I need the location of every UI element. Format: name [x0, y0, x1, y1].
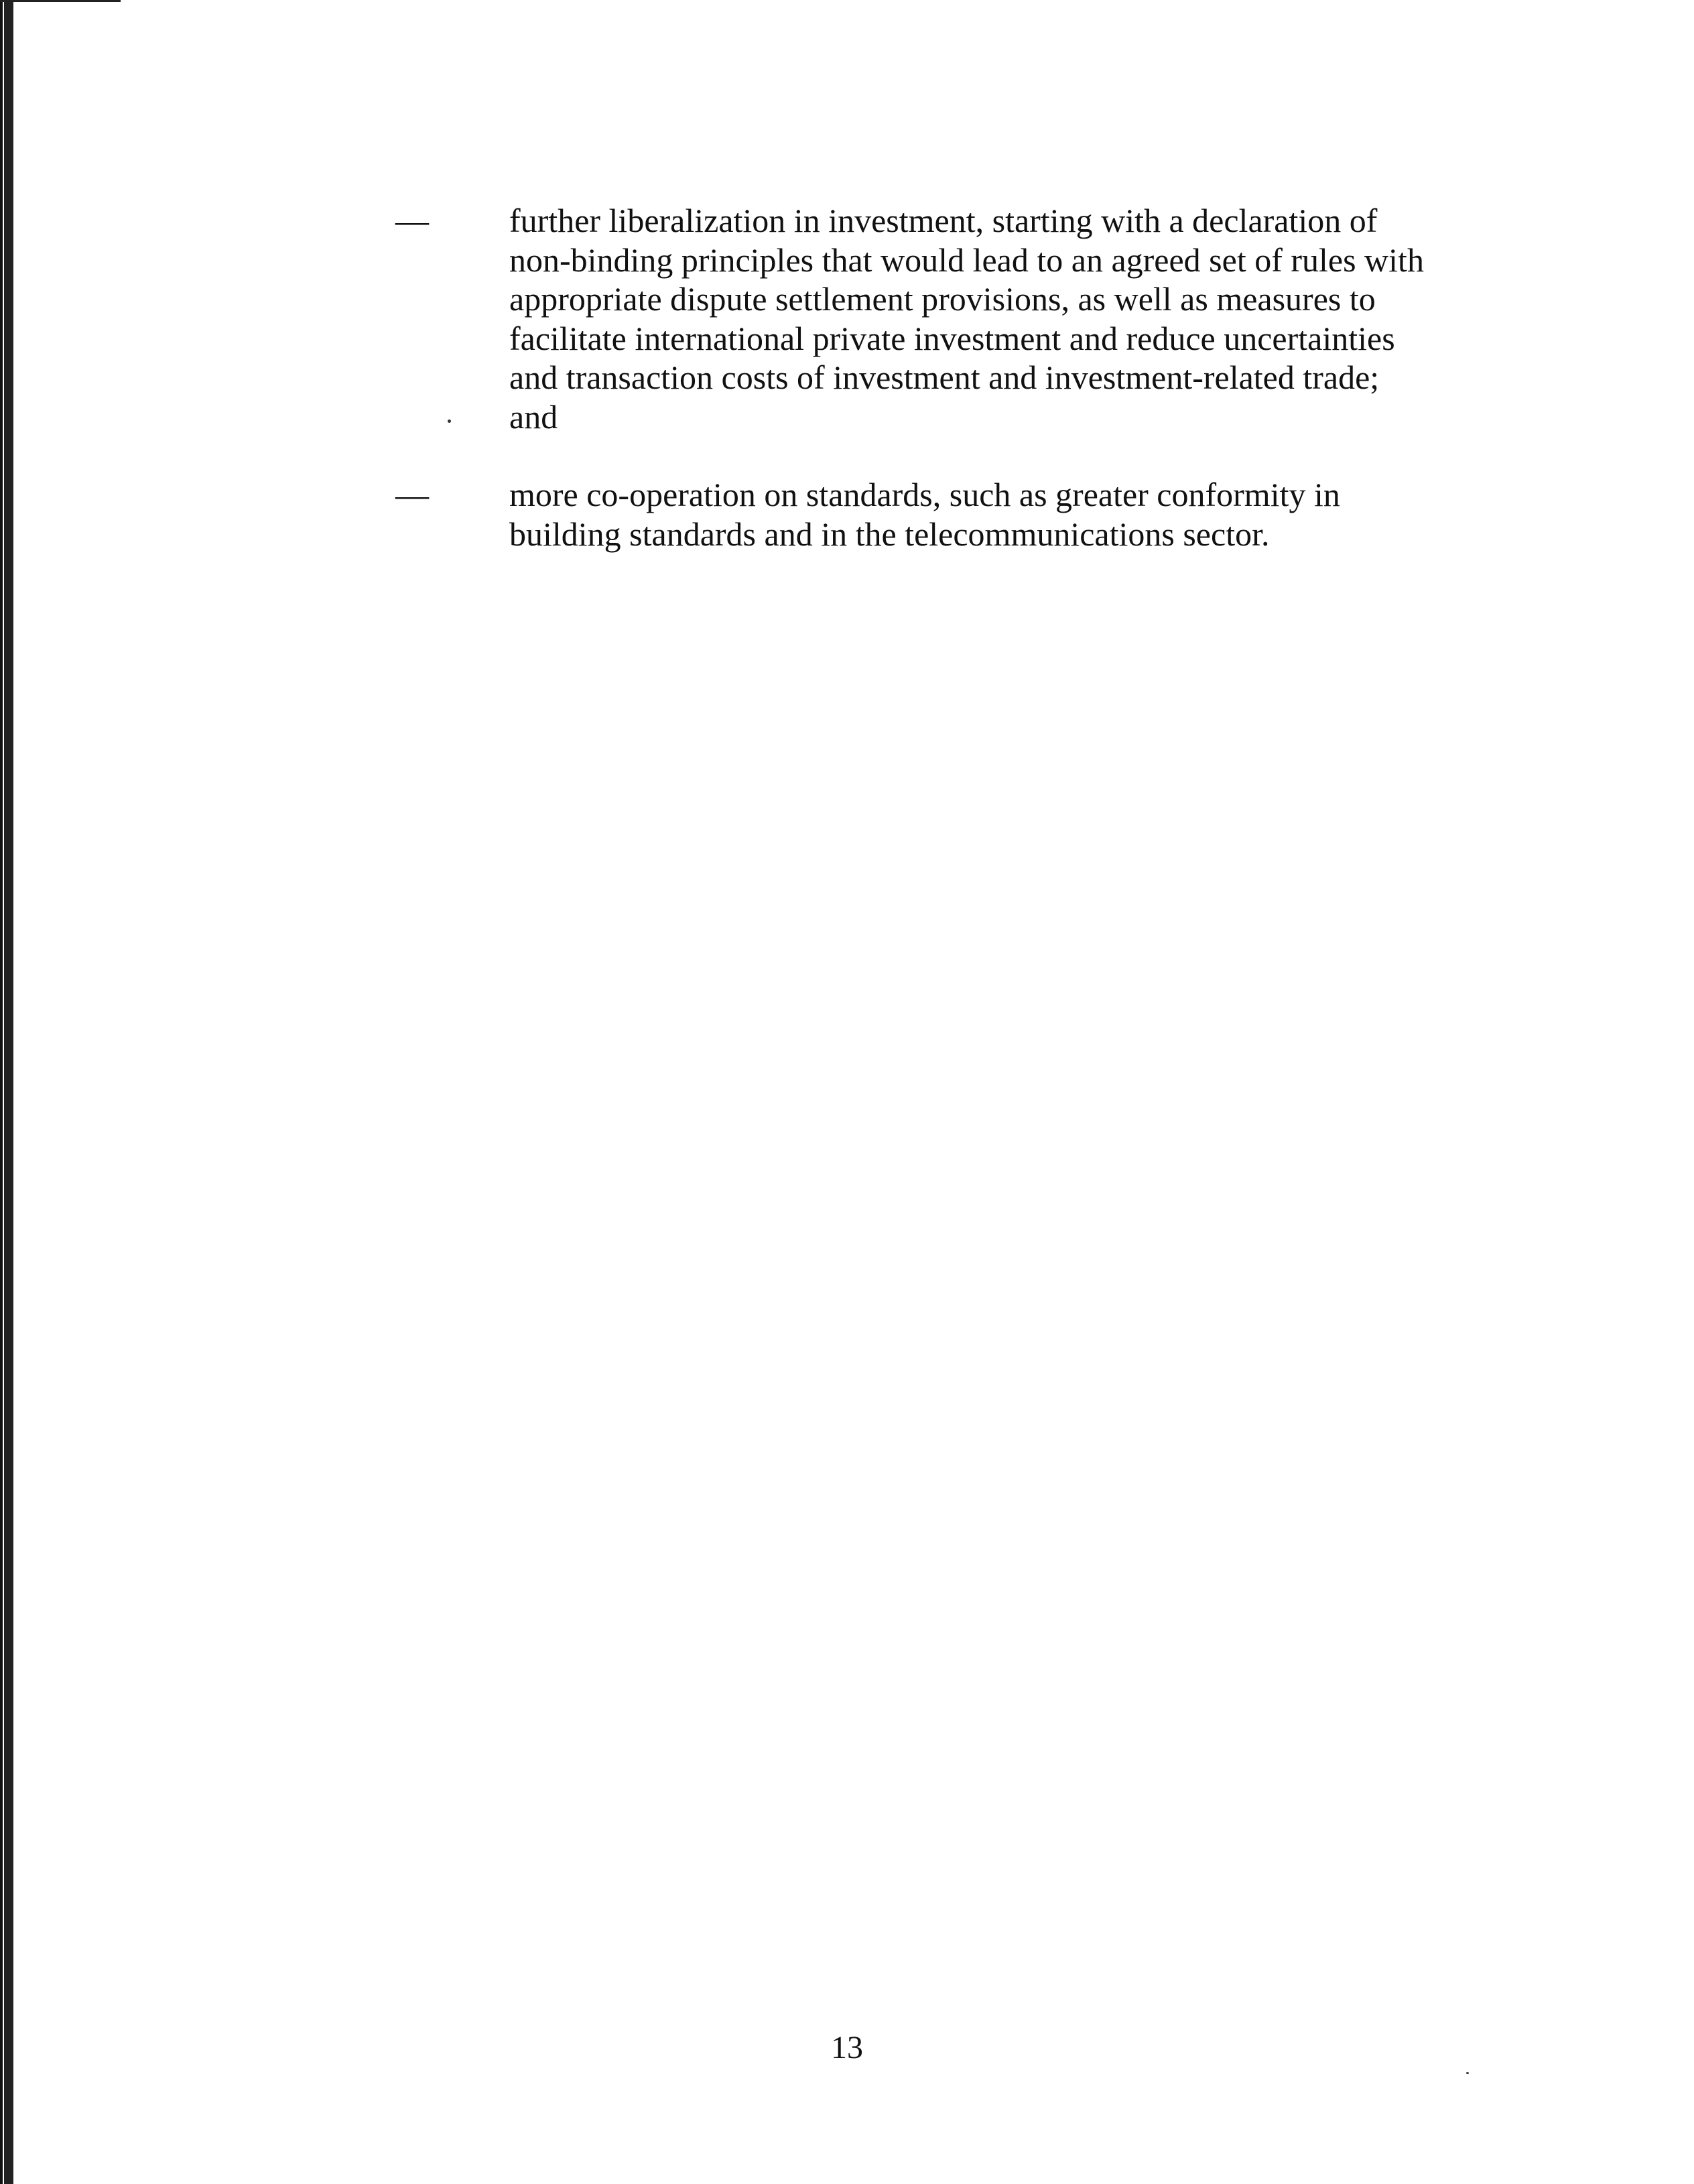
- dash-bullet-marker: —: [395, 202, 429, 239]
- scan-edge-border: [0, 0, 15, 2184]
- list-item-text: more co-operation on standards, such as greater conformity in building standards and in the telecommunications sector.: [509, 476, 1340, 553]
- list-item: [395, 475, 1441, 554]
- bullet-list: [395, 201, 1441, 592]
- scan-top-mark: [0, 0, 121, 2]
- scan-speck: [1466, 2072, 1469, 2074]
- list-item: [395, 201, 1441, 436]
- list-item-text: further liberalization in investment, starting with a declaration of non-binding principles that would lead to an agreed set of rules with appropriate dispute settlement provisions, as well as measures to facilitate international private investment and reduce uncertainties and transaction costs of investment and investment-related trade; and: [509, 202, 1424, 436]
- page-number: 13: [831, 2030, 863, 2065]
- scan-speck: [448, 420, 451, 423]
- dash-bullet-marker: —: [395, 476, 429, 513]
